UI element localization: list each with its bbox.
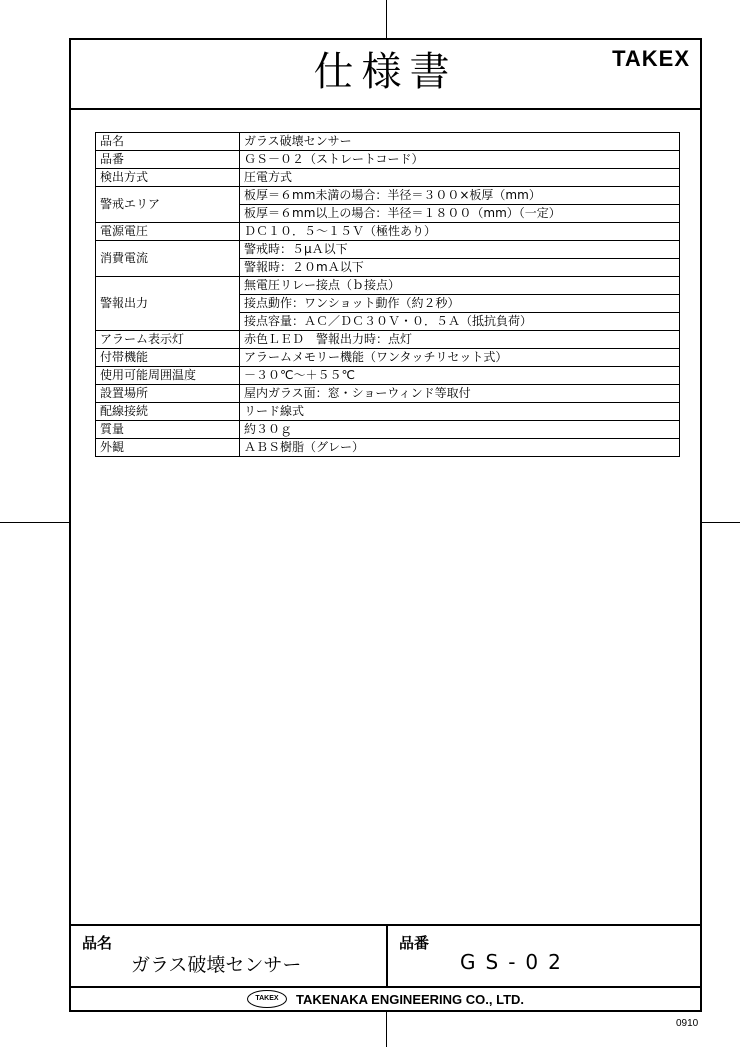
spec-label: 検出方式 [96, 169, 240, 187]
spec-label: 設置場所 [96, 385, 240, 403]
spec-label: 質量 [96, 421, 240, 439]
crop-mark-right [702, 522, 740, 523]
spec-value: ＡＢＳ樹脂（グレー） [240, 439, 680, 457]
company-bar [71, 984, 700, 1014]
table-row [96, 421, 680, 439]
spec-value: 無電圧リレー接点（ｂ接点） [240, 277, 680, 295]
spec-value: 警戒時：５μＡ以下 [240, 241, 680, 259]
table-row [96, 385, 680, 403]
page-title: 仕様書 [313, 49, 458, 95]
crop-mark-bottom [386, 1012, 387, 1047]
spec-label: 警報出力 [96, 277, 240, 331]
spec-label: 電源電圧 [96, 223, 240, 241]
spec-label: 外観 [96, 439, 240, 457]
table-row [96, 241, 680, 259]
crop-mark-left [0, 522, 69, 523]
spec-value: 接点動作：ワンショット動作（約２秒） [240, 295, 680, 313]
footer-number-value: GS-02 [460, 950, 571, 974]
table-row [96, 403, 680, 421]
footer-info [71, 924, 700, 988]
spec-label: 警戒エリア [96, 187, 240, 223]
spec-value: 板厚＝６mm未満の場合：半径＝３００×板厚（mm） [240, 187, 680, 205]
document-code: 0910 [676, 1018, 699, 1029]
table-row [96, 223, 680, 241]
spec-value: アラームメモリー機能（ワンタッチリセット式） [240, 349, 680, 367]
brand-logo: TAKEX [612, 46, 690, 71]
spec-value: 圧電方式 [240, 169, 680, 187]
spec-label: 品番 [96, 151, 240, 169]
spec-table [95, 132, 680, 457]
crop-mark-top [386, 0, 387, 38]
spec-value: ＤＣ１０．５～１５Ｖ（極性あり） [240, 223, 680, 241]
spec-sheet [69, 38, 702, 1012]
table-row [96, 187, 680, 205]
table-row [96, 439, 680, 457]
table-row [96, 277, 680, 295]
spec-value: 板厚＝６mm以上の場合：半径＝１８００（mm）（一定） [240, 205, 680, 223]
table-row [96, 151, 680, 169]
sheet-header [71, 40, 700, 110]
spec-value: ガラス破壊センサー [240, 133, 680, 151]
spec-value: リード線式 [240, 403, 680, 421]
spec-label: アラーム表示灯 [96, 331, 240, 349]
table-row [96, 169, 680, 187]
spec-value: 赤色ＬＥＤ 警報出力時：点灯 [240, 331, 680, 349]
footer-number-cell [388, 926, 700, 986]
spec-label: 消費電流 [96, 241, 240, 277]
table-row [96, 349, 680, 367]
spec-label: 使用可能周囲温度 [96, 367, 240, 385]
footer-name-label: 品名 [82, 934, 113, 952]
spec-value: 警報時：２０mＡ以下 [240, 259, 680, 277]
footer-name-value: ガラス破壊センサー [131, 954, 302, 976]
spec-label: 付帯機能 [96, 349, 240, 367]
spec-label: 品名 [96, 133, 240, 151]
spec-value: 接点容量：ＡＣ／ＤＣ３０Ｖ・０．５Ａ（抵抗負荷） [240, 313, 680, 331]
spec-value: －３０℃～＋５５℃ [240, 367, 680, 385]
spec-value: ＧＳ－０２（ストレートコード） [240, 151, 680, 169]
table-row [96, 367, 680, 385]
spec-value: 約３０ｇ [240, 421, 680, 439]
table-row [96, 331, 680, 349]
footer-name-cell [71, 926, 388, 986]
footer-number-label: 品番 [399, 934, 430, 952]
spec-value: 屋内ガラス面：窓・ショーウィンド等取付 [240, 385, 680, 403]
table-row [96, 133, 680, 151]
spec-label: 配線接続 [96, 403, 240, 421]
company-logo: TAKEX [247, 990, 287, 1008]
company-name: TAKENAKA ENGINEERING CO., LTD. [296, 991, 525, 1007]
